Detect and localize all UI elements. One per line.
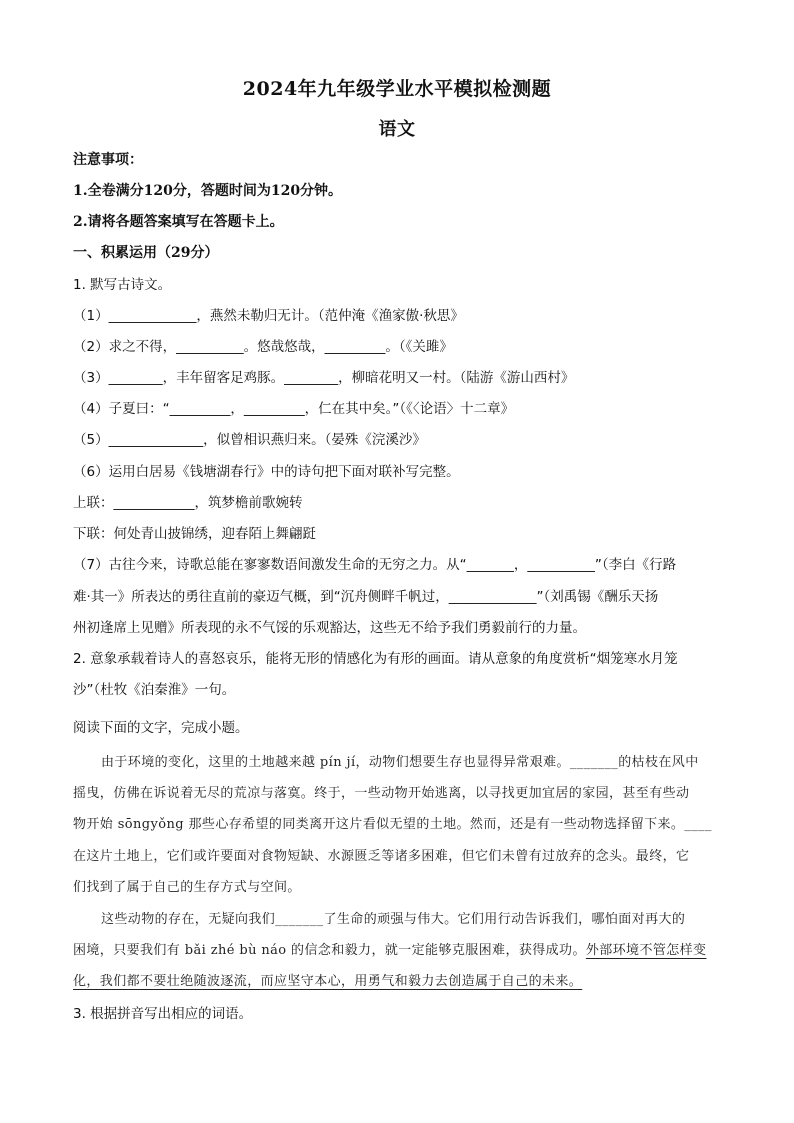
- question-2-line-1: 2. 意象承载着诗人的喜怒哀乐，能将无形的情感化为有形的画面。请从意象的角度赏析“烟笼寒水月笼: [73, 651, 678, 667]
- notes-item-2: 2.请将各题答案填写在答题卡上。: [73, 214, 284, 230]
- question-1-2: （2）求之不得，__________。悠哉悠哉，_________。（《关雎》: [73, 339, 453, 355]
- passage-1-line-5: 们找到了属于自己的生存方式与空间。: [73, 880, 301, 895]
- question-1-5: （5）______________，似曾相识燕归来。（晏殊《浣溪沙》: [73, 432, 426, 448]
- underlined-sentence-end: 化，我们都不要壮绝随波逐流，而应坚守本心，用勇气和毅力去创造属于自己的未来。: [73, 974, 583, 989]
- underlined-sentence-start: 外部环境不管怎样变: [585, 943, 707, 958]
- passage-1-line-2: 摇曳，仿佛在诉说着无尽的荒凉与落寞。终于，一些动物开始逃离，以寻找更加宜居的家园，甚至有些动: [73, 786, 690, 801]
- notes-heading: 注意事项：: [73, 152, 143, 168]
- question-1-7-line-1: （7）古往今来，诗歌总能在寥寥数语间激发生命的无穷之力。从“_______，__________”（李白《行路: [73, 557, 677, 573]
- exam-title: 2024年九年级学业水平模拟检测题: [242, 78, 552, 100]
- section-heading: 一、积累运用（29分）: [73, 245, 219, 261]
- question-2-line-2: 沙”（杜牧《泊秦淮》一句。: [73, 682, 236, 698]
- subject-title: 语文: [378, 119, 416, 140]
- passage-2-line-2-text: 困境，只要我们有 bǎi zhé bù náo 的信念和毅力，就一定能够克服困难，获得成功。: [73, 943, 586, 958]
- question-1-3: （3）________，丰年留客足鸡豚。________，柳暗花明又一村。（陆游《游山西村》: [73, 370, 575, 386]
- question-1-7-line-3: 州初逢席上见赠》所表现的永不气馁的乐观豁达，这些无不给予我们勇毅前行的力量。: [73, 620, 586, 636]
- couplet-lower: 下联：何处青山披锦绣，迎春陌上舞翩跹: [73, 526, 316, 542]
- question-1-6: （6）运用白居易《钱塘湖春行》中的诗句把下面对联补写完整。: [73, 464, 460, 480]
- passage-1-line-4: 在这片土地上，它们或许要面对食物短缺、水源匮乏等诸多困难，但它们未曾有过放弃的念头。最终，它: [73, 849, 690, 864]
- reading-intro: 阅读下面的文字，完成小题。: [73, 720, 249, 736]
- passage-2-line-2: [73, 941, 723, 961]
- passage-1-line-3: 物开始 sōngyǒng 那些心存希望的同类离开这片看似无望的土地。然而，还是有一些动物选择留下来。____: [73, 817, 712, 832]
- question-1-1: （1）_____________，燕然未勒归无计。（范仲淹《渔家傲·秋思》: [73, 308, 464, 324]
- passage-2-line-1: 这些动物的存在，无疑向我们_______了生命的顽强与伟大。它们用行动告诉我们，哪怕面对再大的: [101, 912, 686, 927]
- notes-item-1: 1.全卷满分120分，答题时间为120分钟。: [73, 183, 343, 199]
- couplet-upper: 上联：____________，筑梦檐前歌婉转: [73, 495, 303, 511]
- question-1-7-line-2: 难·其一》所表达的勇往直前的豪迈气概，到“沉舟侧畔千帆过，_____________”（刘禹锡《酬乐天扬: [73, 589, 659, 605]
- passage-1-line-1: 由于环境的变化，这里的土地越来越 pín jí，动物们想要生存也显得异常艰难。_______的枯枝在风中: [101, 755, 699, 770]
- question-3: 3. 根据拼音写出相应的词语。: [73, 1006, 253, 1022]
- question-1-intro: 1. 默写古诗文。: [73, 277, 172, 293]
- question-1-4: （4）子夏曰：“_________，_________，仁在其中矣。”（《〈论语〉十二章》: [73, 401, 515, 417]
